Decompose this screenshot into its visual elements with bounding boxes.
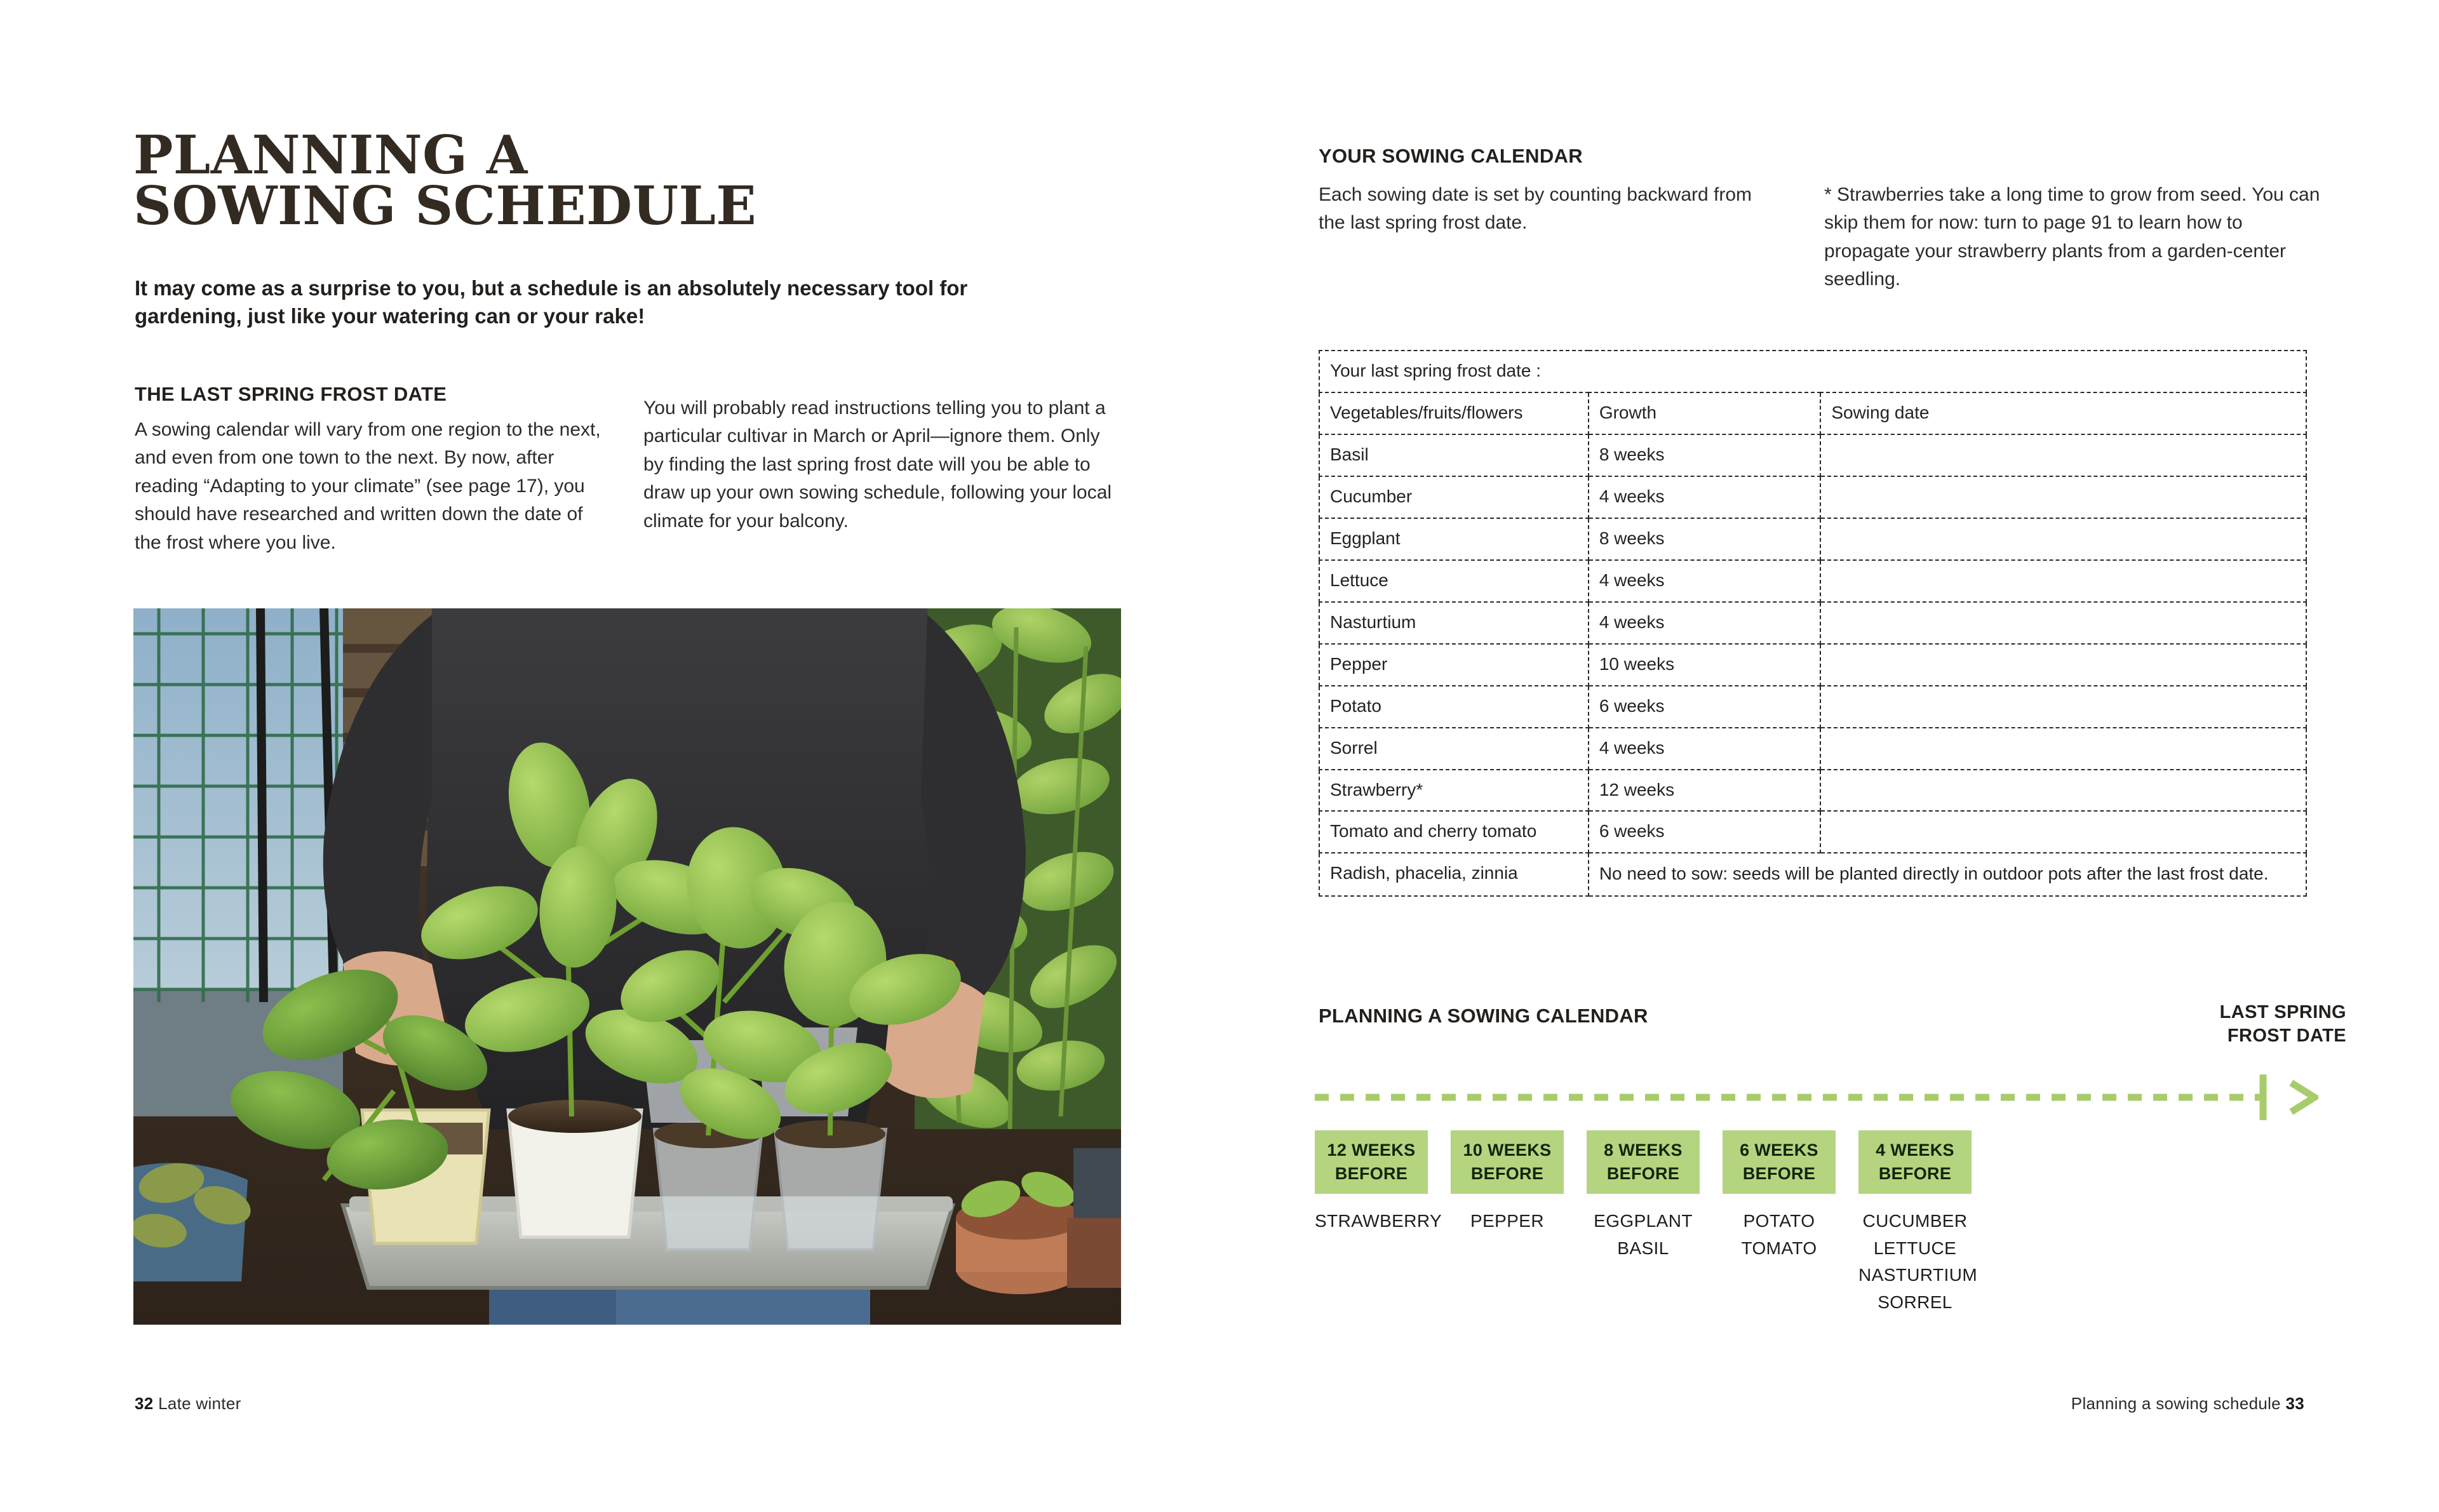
crop-sowing-date[interactable]	[1820, 476, 2306, 518]
folio-right-number: 33	[2285, 1394, 2304, 1413]
week-blocks-row	[1315, 1130, 2325, 1316]
week-block-box[interactable]	[1587, 1130, 1700, 1194]
week-block-box[interactable]	[1723, 1130, 1836, 1194]
table-row	[1319, 770, 2306, 812]
table-header-crop: Vegetables/fruits/flowers	[1319, 392, 1589, 434]
crop-name: Tomato and cherry tomato	[1319, 811, 1589, 853]
seedling-tray-photo	[133, 608, 1121, 1325]
page-title	[133, 124, 959, 237]
crop-name: Pepper	[1319, 644, 1589, 686]
crop-sowing-date[interactable]	[1820, 644, 2306, 686]
crop-growth: 4 weeks	[1589, 560, 1821, 602]
crop-sowing-date[interactable]	[1820, 811, 2306, 853]
sowing-calendar-table	[1319, 350, 2307, 897]
crop-sowing-date[interactable]	[1820, 518, 2306, 560]
week-block-weeks: 4 WEEKS	[1876, 1141, 1954, 1160]
crop-sowing-date[interactable]	[1820, 686, 2306, 728]
week-block-crops	[1315, 1208, 1442, 1235]
body-paragraph-1: A sowing calendar will vary from one region to the next, and even from one town to the next. By now, after reading “Adapting to your climate” (see page 17), you should have researched and written down the date of the frost where you live.	[135, 419, 601, 553]
timeline-axis	[1315, 1072, 2318, 1123]
right-column-a	[1319, 181, 1763, 238]
folio-right	[2071, 1394, 2304, 1414]
folio-right-text: Planning a sowing schedule	[2071, 1394, 2281, 1413]
last-frost-date-label-line-1: LAST SPRING	[2219, 1002, 2346, 1022]
timeline-arrow-icon	[2294, 1085, 2315, 1110]
table-row	[1319, 644, 2306, 686]
calendar-diagram-heading: PLANNING A SOWING CALENDAR	[1319, 1005, 1648, 1027]
table-header-sowing-date: Sowing date	[1820, 392, 2306, 434]
right-page	[1220, 0, 2439, 1512]
table-row	[1319, 811, 2306, 853]
week-block-weeks: 12 WEEKS	[1327, 1141, 1416, 1160]
table-row	[1319, 434, 2306, 476]
sowing-intro-left: Each sowing date is set by counting backward from the last spring frost date.	[1319, 184, 1752, 234]
crop-label: POTATO	[1743, 1211, 1815, 1231]
folio-left-number: 32	[135, 1394, 154, 1413]
week-block-before: BEFORE	[1470, 1164, 1544, 1183]
week-block-box[interactable]	[1451, 1130, 1564, 1194]
week-block-before: BEFORE	[1878, 1164, 1952, 1183]
table-row	[1319, 560, 2306, 602]
crop-name: Cucumber	[1319, 476, 1589, 518]
week-block-crops	[1451, 1208, 1564, 1235]
crop-label: CUCUMBER	[1862, 1211, 1968, 1231]
crop-growth: 8 weeks	[1589, 434, 1821, 476]
right-column-b	[1824, 181, 2326, 294]
table-row	[1319, 728, 2306, 770]
crop-name: Strawberry*	[1319, 770, 1589, 812]
week-block-before: BEFORE	[1606, 1164, 1680, 1183]
crop-growth: 4 weeks	[1589, 602, 1821, 644]
crop-label: NASTURTIUM	[1858, 1265, 1978, 1285]
table-header-row	[1319, 392, 2306, 434]
direct-sow-note: No need to sow: seeds will be planted directly in outdoor pots after the last frost date.	[1589, 853, 2306, 895]
crop-growth: 8 weeks	[1589, 518, 1821, 560]
week-block-4[interactable]	[1858, 1130, 1978, 1316]
crop-growth: 4 weeks	[1589, 728, 1821, 770]
week-block-weeks: 10 WEEKS	[1463, 1141, 1552, 1160]
left-column-b	[643, 394, 1113, 535]
folio-left-text: Late winter	[158, 1394, 241, 1413]
crop-name: Sorrel	[1319, 728, 1589, 770]
table-row	[1319, 686, 2306, 728]
page-title-line-2: SOWING SCHEDULE	[133, 174, 757, 237]
crop-sowing-date[interactable]	[1820, 728, 2306, 770]
crop-label: STRAWBERRY	[1315, 1211, 1442, 1231]
week-block-crops	[1858, 1208, 1978, 1316]
week-block-box[interactable]	[1858, 1130, 1972, 1194]
table-cell-frost-date-label[interactable]: Your last spring frost date :	[1319, 351, 2306, 392]
table-row-direct-sow	[1319, 853, 2306, 895]
crop-growth: 4 weeks	[1589, 476, 1821, 518]
strawberry-footnote: * Strawberries take a long time to grow from seed. You can skip them for now: turn to page 91 to learn how to propagate your strawberry plants from a garden-center seedling.	[1824, 184, 2320, 290]
crop-sowing-date[interactable]	[1820, 434, 2306, 476]
body-paragraph-2: You will probably read instructions telling you to plant a particular cultivar in March or April—ignore them. Only by finding the last spring frost date will you be able to draw up your own sowing schedule, following your local climate for your balcony.	[643, 398, 1112, 532]
crop-label: TOMATO	[1741, 1238, 1817, 1258]
week-block-before: BEFORE	[1334, 1164, 1408, 1183]
page-title-line-1: PLANNING A	[133, 124, 528, 186]
table-header-growth: Growth	[1589, 392, 1821, 434]
crop-growth: 10 weeks	[1589, 644, 1821, 686]
crop-name: Basil	[1319, 434, 1589, 476]
week-block-before: BEFORE	[1742, 1164, 1816, 1183]
crop-name-direct-sow: Radish, phacelia, zinnia	[1319, 853, 1589, 895]
week-block-12[interactable]	[1315, 1130, 1442, 1316]
crop-name: Lettuce	[1319, 560, 1589, 602]
crop-name: Nasturtium	[1319, 602, 1589, 644]
table-row	[1319, 602, 2306, 644]
crop-label: SORREL	[1878, 1292, 1952, 1312]
crop-growth: 6 weeks	[1589, 811, 1821, 853]
week-block-weeks: 6 WEEKS	[1740, 1141, 1818, 1160]
table-row-frost-date	[1319, 351, 2306, 392]
crop-sowing-date[interactable]	[1820, 770, 2306, 812]
left-column-a	[135, 383, 605, 557]
week-block-8[interactable]	[1587, 1130, 1700, 1316]
table-row	[1319, 476, 2306, 518]
crop-growth: 12 weeks	[1589, 770, 1821, 812]
section-heading-sowing-calendar: YOUR SOWING CALENDAR	[1319, 145, 1583, 167]
crop-sowing-date[interactable]	[1820, 602, 2306, 644]
last-frost-date-label-line-2: FROST DATE	[2227, 1026, 2346, 1047]
crop-label: LETTUCE	[1873, 1238, 1957, 1258]
crop-label: EGGPLANT	[1594, 1211, 1693, 1231]
crop-label: BASIL	[1617, 1238, 1669, 1258]
week-block-crops	[1587, 1208, 1700, 1262]
crop-name: Potato	[1319, 686, 1589, 728]
folio-left	[135, 1394, 241, 1414]
crop-sowing-date[interactable]	[1820, 560, 2306, 602]
table-row	[1319, 518, 2306, 560]
crop-growth: 6 weeks	[1589, 686, 1821, 728]
week-block-10[interactable]	[1451, 1130, 1564, 1316]
week-block-6[interactable]	[1723, 1130, 1836, 1316]
intro-lead-paragraph: It may come as a surprise to you, but a schedule is an absolutely necessary tool for gardening, just like your watering can or your rake!	[135, 276, 968, 328]
week-block-box[interactable]	[1315, 1130, 1428, 1194]
crop-name: Eggplant	[1319, 518, 1589, 560]
week-block-crops	[1723, 1208, 1836, 1262]
crop-label: PEPPER	[1470, 1211, 1544, 1231]
week-block-weeks: 8 WEEKS	[1604, 1141, 1683, 1160]
section-heading-frost-date: THE LAST SPRING FROST DATE	[135, 383, 447, 405]
last-frost-date-label	[2220, 1001, 2346, 1048]
